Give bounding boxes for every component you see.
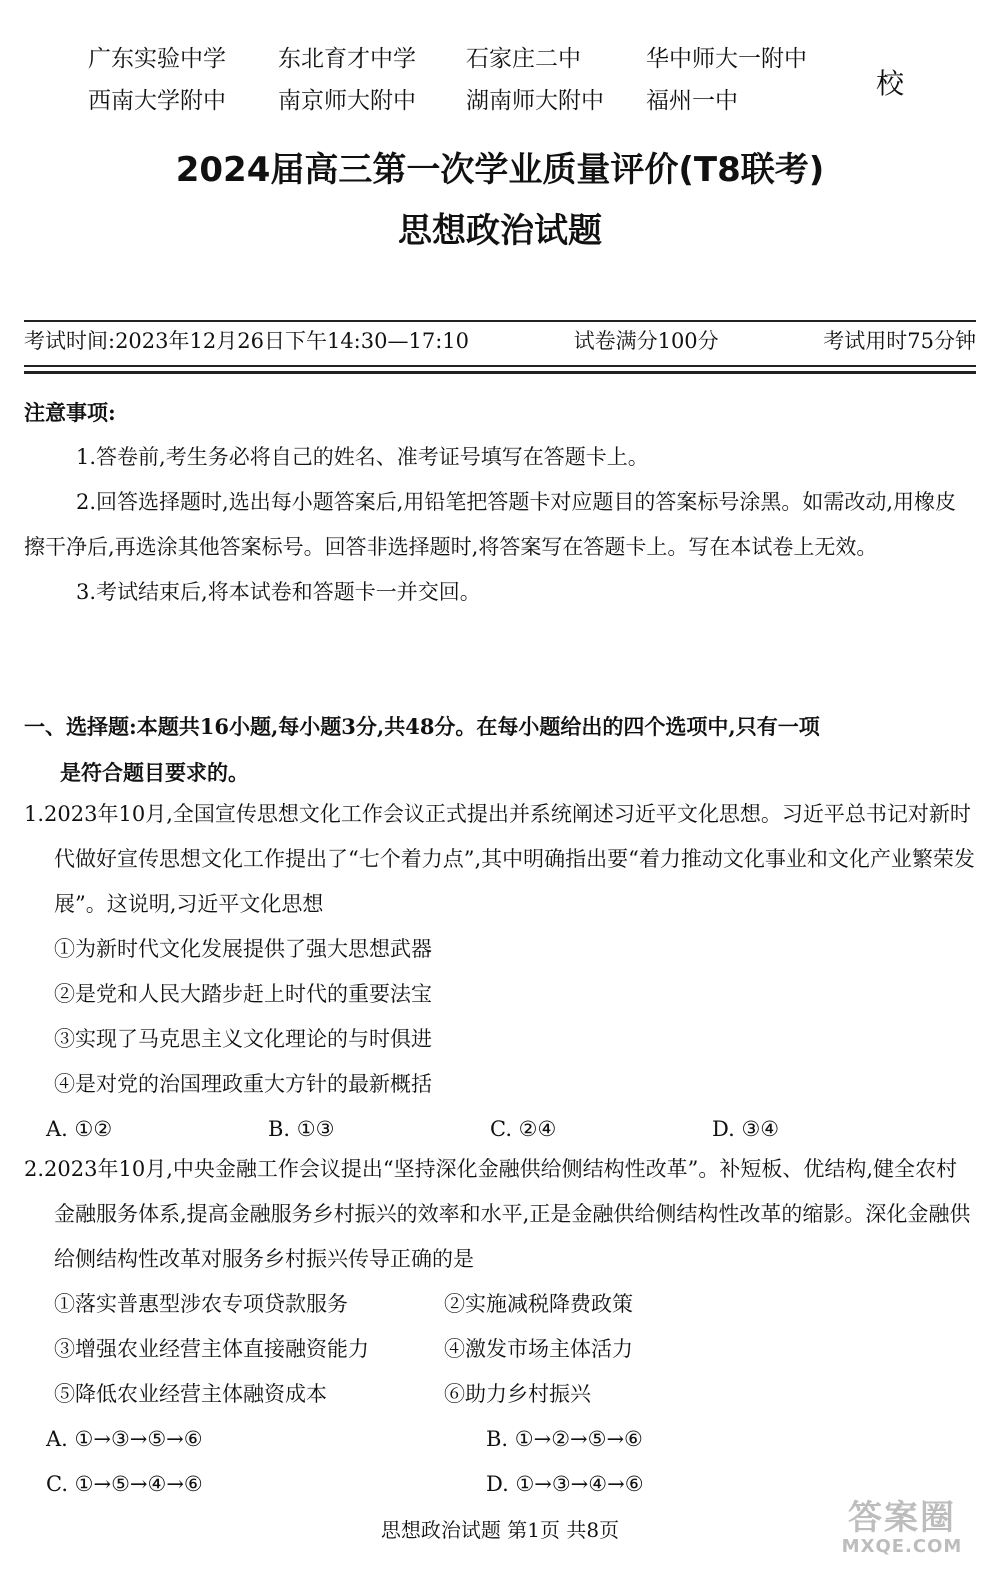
watermark-logo	[822, 1500, 982, 1560]
notes	[24, 390, 976, 615]
school-name: 湖南师大附中	[466, 88, 604, 114]
page-footer: 思想政治试题 第1页 共8页	[380, 1518, 620, 1542]
answer-choices	[24, 1417, 976, 1507]
schools-suffix: 校	[876, 67, 905, 100]
school-name: 华中师大一附中	[646, 46, 807, 72]
statement-option: ②实施减税降费政策	[444, 1292, 633, 1316]
school-name: 广东实验中学	[88, 46, 226, 72]
exam-duration: 考试用时75分钟	[823, 329, 976, 353]
exam-info	[24, 325, 976, 355]
watermark-text: 答案圈	[848, 1498, 956, 1538]
section-line-1: 一、选择题:本题共16小题,每小题3分,共48分。在每小题给出的四个选项中,只有一项	[24, 714, 820, 739]
answer-choices	[24, 1107, 976, 1152]
school-name: 东北育才中学	[278, 46, 416, 72]
school-name: 石家庄二中	[466, 46, 581, 72]
statement-option: ③实现了马克思主义文化理论的与时俱进	[54, 1027, 432, 1051]
section-heading	[24, 704, 976, 796]
question-2	[24, 1147, 976, 1507]
section-line-2: 是符合题目要求的。	[60, 760, 249, 785]
note-item: 1.答卷前,考生务必将自己的姓名、准考证号填写在答题卡上。	[76, 445, 649, 469]
school-row-2	[88, 80, 848, 122]
answer-choice-b: B. ①③	[268, 1117, 335, 1141]
question-stem: 1.2023年10月,全国宣传思想文化工作会议正式提出并系统阐述习近平文化思想。习近平总书记对新时代做好宣传思想文化工作提出了“七个着力点”,其中明确指出要“着力推动文化事业和文化产业繁荣发展”。这说明,习近平文化思想	[24, 802, 975, 916]
statement-option: ④是对党的治国理政重大方针的最新概括	[54, 1072, 432, 1096]
answer-choice-b: B. ①→②→⑤→⑥	[486, 1427, 643, 1451]
answer-choice-a: A. ①→③→⑤→⑥	[46, 1427, 203, 1451]
divider	[24, 365, 976, 367]
note-item: 3.考试结束后,将本试卷和答题卡一并交回。	[76, 580, 481, 604]
statement-option: ①落实普惠型涉农专项贷款服务	[54, 1292, 348, 1316]
answer-choice-a: A. ①②	[46, 1117, 113, 1141]
school-row-1	[88, 38, 848, 80]
exam-subtitle: 思想政治试题	[398, 211, 602, 251]
school-name: 南京师大附中	[278, 88, 416, 114]
statement-options	[24, 1282, 976, 1417]
statement-option: ⑤降低农业经营主体融资成本	[54, 1382, 327, 1406]
statement-option: ③增强农业经营主体直接融资能力	[54, 1337, 369, 1361]
exam-meta-bar	[24, 316, 976, 374]
notes-heading: 注意事项:	[24, 400, 116, 425]
divider	[24, 320, 976, 322]
answer-choice-c: C. ①→⑤→④→⑥	[46, 1472, 203, 1496]
answer-choice-c: C. ②④	[490, 1117, 557, 1141]
watermark-url: MXQE.COM	[841, 1536, 963, 1557]
question-stem: 2.2023年10月,中央金融工作会议提出“坚持深化金融供给侧结构性改革”。补短板、优结构,健全农村金融服务体系,提高金融服务乡村振兴的效率和水平,正是金融供给侧结构性改革的缩影。深化金融供给侧结构性改革对服务乡村振兴传导正确的是	[24, 1157, 971, 1271]
school-list	[88, 38, 848, 122]
statement-option: ⑥助力乡村振兴	[444, 1382, 591, 1406]
statement-option: ②是党和人民大踏步赶上时代的重要法宝	[54, 982, 432, 1006]
school-name: 西南大学附中	[88, 88, 226, 114]
note-item: 2.回答选择题时,选出每小题答案后,用铅笔把答题卡对应题目的答案标号涂黑。如需改动,用橡皮擦干净后,再选涂其他答案标号。回答非选择题时,将答案写在答题卡上。写在本试卷上无效。	[24, 490, 957, 559]
exam-title: 2024届高三第一次学业质量评价(T8联考)	[175, 150, 825, 190]
statement-option: ④激发市场主体活力	[444, 1337, 633, 1361]
full-score: 试卷满分100分	[573, 329, 719, 353]
exam-time: 考试时间:2023年12月26日下午14:30—17:10	[24, 329, 469, 353]
divider	[24, 371, 976, 374]
statement-option: ①为新时代文化发展提供了强大思想武器	[54, 937, 432, 961]
question-1	[24, 792, 976, 1152]
school-name: 福州一中	[646, 88, 738, 114]
answer-choice-d: D. ③④	[712, 1117, 780, 1141]
answer-choice-d: D. ①→③→④→⑥	[486, 1472, 644, 1496]
